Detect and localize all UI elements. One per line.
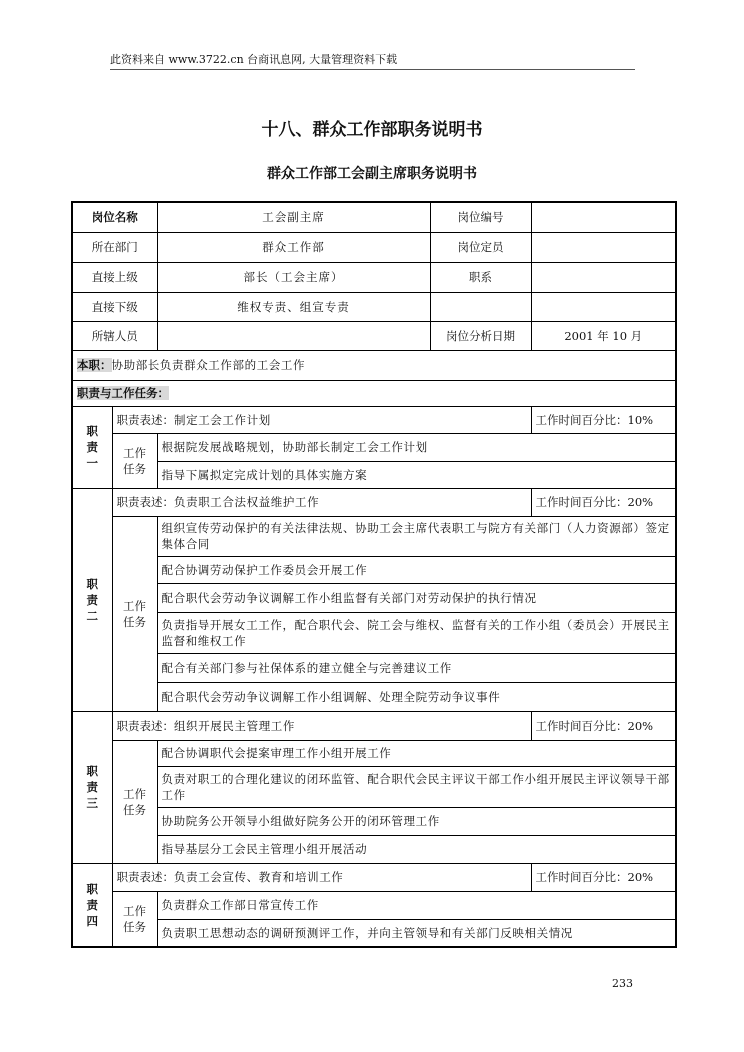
duty-label-3: 职 责 三	[72, 711, 112, 863]
position-name-label: 岗位名称	[72, 202, 157, 232]
duty-label-4: 职 责 四	[72, 863, 112, 947]
source-text: 此资料来自 www.3722.cn 台商讯息网, 大量管理资料下载	[110, 53, 398, 66]
mission-cell	[72, 350, 676, 380]
task-row	[72, 682, 676, 711]
duty-statement: 职责表述：制定工会工作计划	[112, 406, 531, 433]
time-percent-cell: 工作时间百分比：20%	[531, 488, 676, 516]
empty-cell	[430, 292, 531, 321]
task-item: 配合职代会劳动争议调解工作小组调解、处理全院劳动争议事件	[157, 682, 676, 711]
subordinate-value: 维权专责、组宣专责	[157, 292, 430, 321]
duty-statement-row	[72, 711, 676, 740]
analysis-date-label: 岗位分析日期	[430, 321, 531, 350]
job-description-table	[71, 201, 677, 948]
info-row	[72, 321, 676, 350]
duty-label-2: 职 责 二	[72, 488, 112, 711]
task-item: 指导下属拟定完成计划的具体实施方案	[157, 461, 676, 488]
page-subtitle: 群众工作部工会副主席职务说明书	[267, 166, 477, 182]
department-value: 群众工作部	[157, 232, 430, 262]
staff-label: 所辖人员	[72, 321, 157, 350]
info-row	[72, 292, 676, 321]
duty-statement: 职责表述：组织开展民主管理工作	[112, 711, 531, 740]
headcount-value	[531, 232, 676, 262]
task-item: 负责对职工的合理化建议的闭环监管、配合职代会民主评议干部工作小组开展民主评议领导干部工作	[157, 766, 676, 807]
task-item: 根据院发展战略规划，协助部长制定工会工作计划	[157, 433, 676, 461]
position-name-value: 工会副主席	[157, 202, 430, 232]
time-percent-cell: 工作时间百分比：20%	[531, 711, 676, 740]
source-header	[110, 52, 635, 70]
task-item: 配合协调职代会提案审理工作小组开展工作	[157, 740, 676, 766]
task-item: 配合协调劳动保护工作委员会开展工作	[157, 556, 676, 583]
duties-heading-cell	[72, 380, 676, 406]
duty-label-1: 职 责 一	[72, 406, 112, 488]
superior-value: 部长（工会主席）	[157, 262, 430, 292]
analysis-date-value: 2001 年 10 月	[531, 321, 676, 350]
info-row	[72, 202, 676, 232]
time-percent-cell: 工作时间百分比：20%	[531, 863, 676, 891]
task-row	[72, 766, 676, 807]
task-row	[72, 835, 676, 863]
task-row	[72, 891, 676, 919]
mission-label: 本职：	[77, 358, 112, 372]
task-item: 配合职代会劳动争议调解工作小组监督有关部门对劳动保护的执行情况	[157, 583, 676, 612]
duty-statement: 职责表述：负责职工合法权益维护工作	[112, 488, 531, 516]
subordinate-label: 直接下级	[72, 292, 157, 321]
headcount-label: 岗位定员	[430, 232, 531, 262]
task-label: 工作 任务	[112, 516, 157, 711]
task-item: 负责职工思想动态的调研预测评工作，并向主管领导和有关部门反映相关情况	[157, 919, 676, 947]
info-row	[72, 262, 676, 292]
duties-heading-row	[72, 380, 676, 406]
department-label: 所在部门	[72, 232, 157, 262]
task-item: 负责群众工作部日常宣传工作	[157, 891, 676, 919]
task-row	[72, 461, 676, 488]
task-row	[72, 583, 676, 612]
staff-value	[157, 321, 430, 350]
job-family-value	[531, 262, 676, 292]
duty-statement-row	[72, 488, 676, 516]
task-item: 指导基层分工会民主管理小组开展活动	[157, 835, 676, 863]
task-item: 负责指导开展女工工作，配合职代会、院工会与维权、监督有关的工作小组（委员会）开展民主监督和维权工作	[157, 612, 676, 653]
task-row	[72, 919, 676, 947]
empty-cell	[531, 292, 676, 321]
duty-statement-row	[72, 863, 676, 891]
task-row	[72, 433, 676, 461]
task-row	[72, 612, 676, 653]
mission-text: 协助部长负责群众工作部的工会工作	[111, 358, 306, 372]
time-percent-cell: 工作时间百分比：10%	[531, 406, 676, 433]
mission-row	[72, 350, 676, 380]
task-label: 工作 任务	[112, 891, 157, 947]
task-label: 工作 任务	[112, 740, 157, 863]
task-row	[72, 807, 676, 835]
task-item: 配合有关部门参与社保体系的建立健全与完善建议工作	[157, 653, 676, 682]
task-row	[72, 653, 676, 682]
page-number: 233	[612, 977, 633, 990]
job-family-label: 职系	[430, 262, 531, 292]
task-item: 组织宣传劳动保护的有关法律法规、协助工会主席代表职工与院方有关部门（人力资源部）签定集体合同	[157, 516, 676, 556]
task-row	[72, 516, 676, 556]
info-row	[72, 232, 676, 262]
task-item: 协助院务公开领导小组做好院务公开的闭环管理工作	[157, 807, 676, 835]
task-label: 工作 任务	[112, 433, 157, 488]
duties-heading: 职责与工作任务：	[77, 386, 169, 400]
task-row	[72, 740, 676, 766]
duty-statement: 职责表述：负责工会宣传、教育和培训工作	[112, 863, 531, 891]
page-title: 十八、群众工作部职务说明书	[261, 120, 483, 140]
position-code-label: 岗位编号	[430, 202, 531, 232]
superior-label: 直接上级	[72, 262, 157, 292]
position-code-value	[531, 202, 676, 232]
task-row	[72, 556, 676, 583]
duty-statement-row	[72, 406, 676, 433]
